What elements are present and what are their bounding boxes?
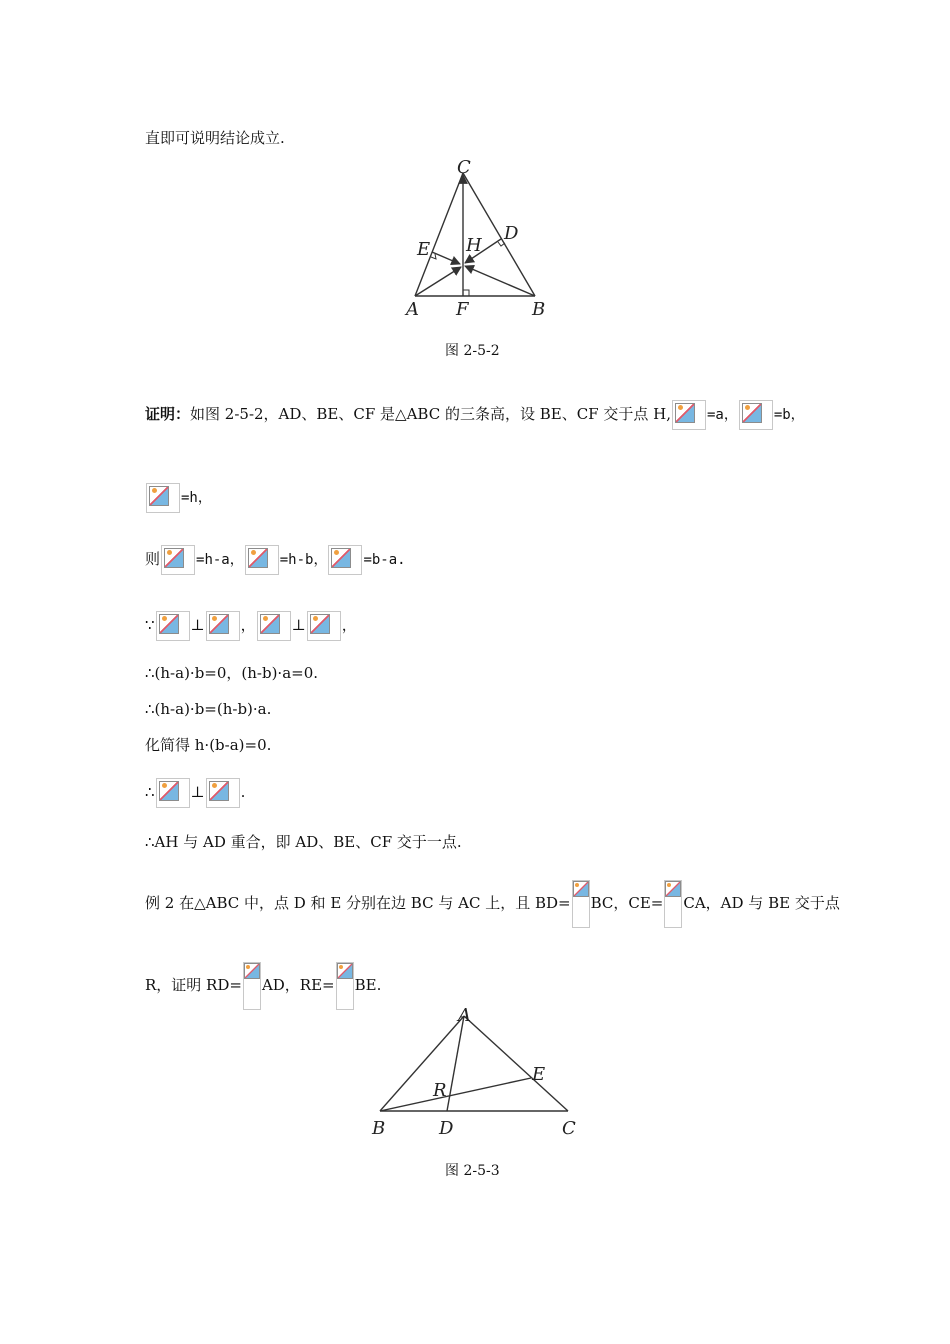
eq-h-minus-a: =h-a， <box>196 552 244 568</box>
then-prefix: 则 <box>145 550 161 568</box>
label-b: B <box>532 299 546 320</box>
example-line-2-end: BE. <box>354 976 382 994</box>
label-d: D <box>439 1118 454 1139</box>
proof-line-8 <box>145 778 245 808</box>
label-f: F <box>456 299 469 320</box>
proof-line-4 <box>145 611 357 641</box>
example-line-1 <box>145 880 840 928</box>
fraction-image-1 <box>572 880 590 928</box>
vector-image-hc <box>146 483 180 513</box>
example-line-2 <box>145 962 381 1010</box>
proof-line-6: ∴(h-a)·b=(h-b)·a. <box>145 700 272 718</box>
vector-image-ba <box>328 545 362 575</box>
side-ac <box>415 173 463 296</box>
label-r: R <box>433 1080 447 1101</box>
perp-symbol-2: ⊥ <box>291 616 306 634</box>
eq-b: =b， <box>773 407 805 423</box>
comma-2: ， <box>341 616 357 634</box>
label-e: E <box>532 1064 546 1085</box>
example-line-2-pre: R，证明 RD= <box>145 976 242 994</box>
label-e: E <box>417 239 431 260</box>
comma-1: ， <box>240 616 256 634</box>
proof-line-7: 化简得 h·(b-a)=0. <box>145 736 272 754</box>
example-line-1-pre: 例 2 在△ABC 中，点 D 和 E 分别在边 BC 与 AC 上，且 BD= <box>145 894 571 912</box>
label-b: B <box>372 1118 386 1139</box>
fraction-image-2 <box>664 880 682 928</box>
vector-image-3 <box>257 611 291 641</box>
period: . <box>240 783 246 801</box>
vector-ah <box>415 267 461 296</box>
proof-line-5: ∴(h-a)·b=0，(h-b)·a=0. <box>145 664 319 682</box>
vector-bh <box>465 266 535 296</box>
label-a: A <box>458 1005 471 1026</box>
vector-image-4 <box>307 611 341 641</box>
example-line-2-mid: AD，RE= <box>261 976 335 994</box>
vector-image-bc <box>245 545 279 575</box>
label-h: H <box>466 235 482 256</box>
proof-line-1 <box>145 400 805 430</box>
fraction-image-3 <box>243 962 261 1010</box>
proof-line-9: ∴AH 与 AD 重合，即 AD、BE、CF 交于一点. <box>145 833 462 851</box>
vector-image-ac <box>161 545 195 575</box>
figure-triangle-cevians <box>365 1000 585 1140</box>
eq-h-minus-b: =h-b， <box>279 552 328 568</box>
label-d: D <box>504 223 519 244</box>
figure-orthocenter-triangle <box>395 155 565 325</box>
example-line-1-mid: BC，CE= <box>590 894 664 912</box>
proof-label: 证明： <box>145 405 191 423</box>
vector-image-ha <box>672 400 706 430</box>
therefore-symbol: ∴ <box>145 783 155 801</box>
intro-text: 直即可说明结论成立. <box>145 129 285 147</box>
vector-image-2 <box>206 611 240 641</box>
vector-image-ah <box>156 778 190 808</box>
eq-b-minus-a: =b-a. <box>363 552 406 568</box>
perp-symbol-1: ⊥ <box>190 616 205 634</box>
because-symbol: ∵ <box>145 616 155 634</box>
segment-be <box>380 1078 531 1111</box>
label-c: C <box>562 1118 576 1139</box>
example-line-1-end: CA，AD 与 BE 交于点 <box>683 894 840 912</box>
side-ab <box>380 1016 464 1111</box>
figure2-caption: 图 2-5-3 <box>445 1163 500 1179</box>
proof-line-3 <box>145 545 406 575</box>
side-ac <box>464 1016 568 1111</box>
eq-a: =a， <box>706 407 738 423</box>
vector-image-hb <box>739 400 773 430</box>
label-a: A <box>406 299 419 320</box>
vector-image-1 <box>156 611 190 641</box>
eq-h: =h， <box>181 490 212 506</box>
perp-symbol-3: ⊥ <box>190 783 205 801</box>
vector-image-bc-2 <box>206 778 240 808</box>
proof-line-2 <box>145 483 212 513</box>
segment-ad <box>447 1016 464 1111</box>
figure1-caption: 图 2-5-2 <box>445 343 500 359</box>
proof-line-1-text: 如图 2-5-2，AD、BE、CF 是△ABC 的三条高，设 BE、CF 交于点 H, <box>190 405 671 423</box>
right-angle-f <box>463 290 469 296</box>
label-c: C <box>457 157 471 178</box>
fraction-image-4 <box>336 962 354 1010</box>
